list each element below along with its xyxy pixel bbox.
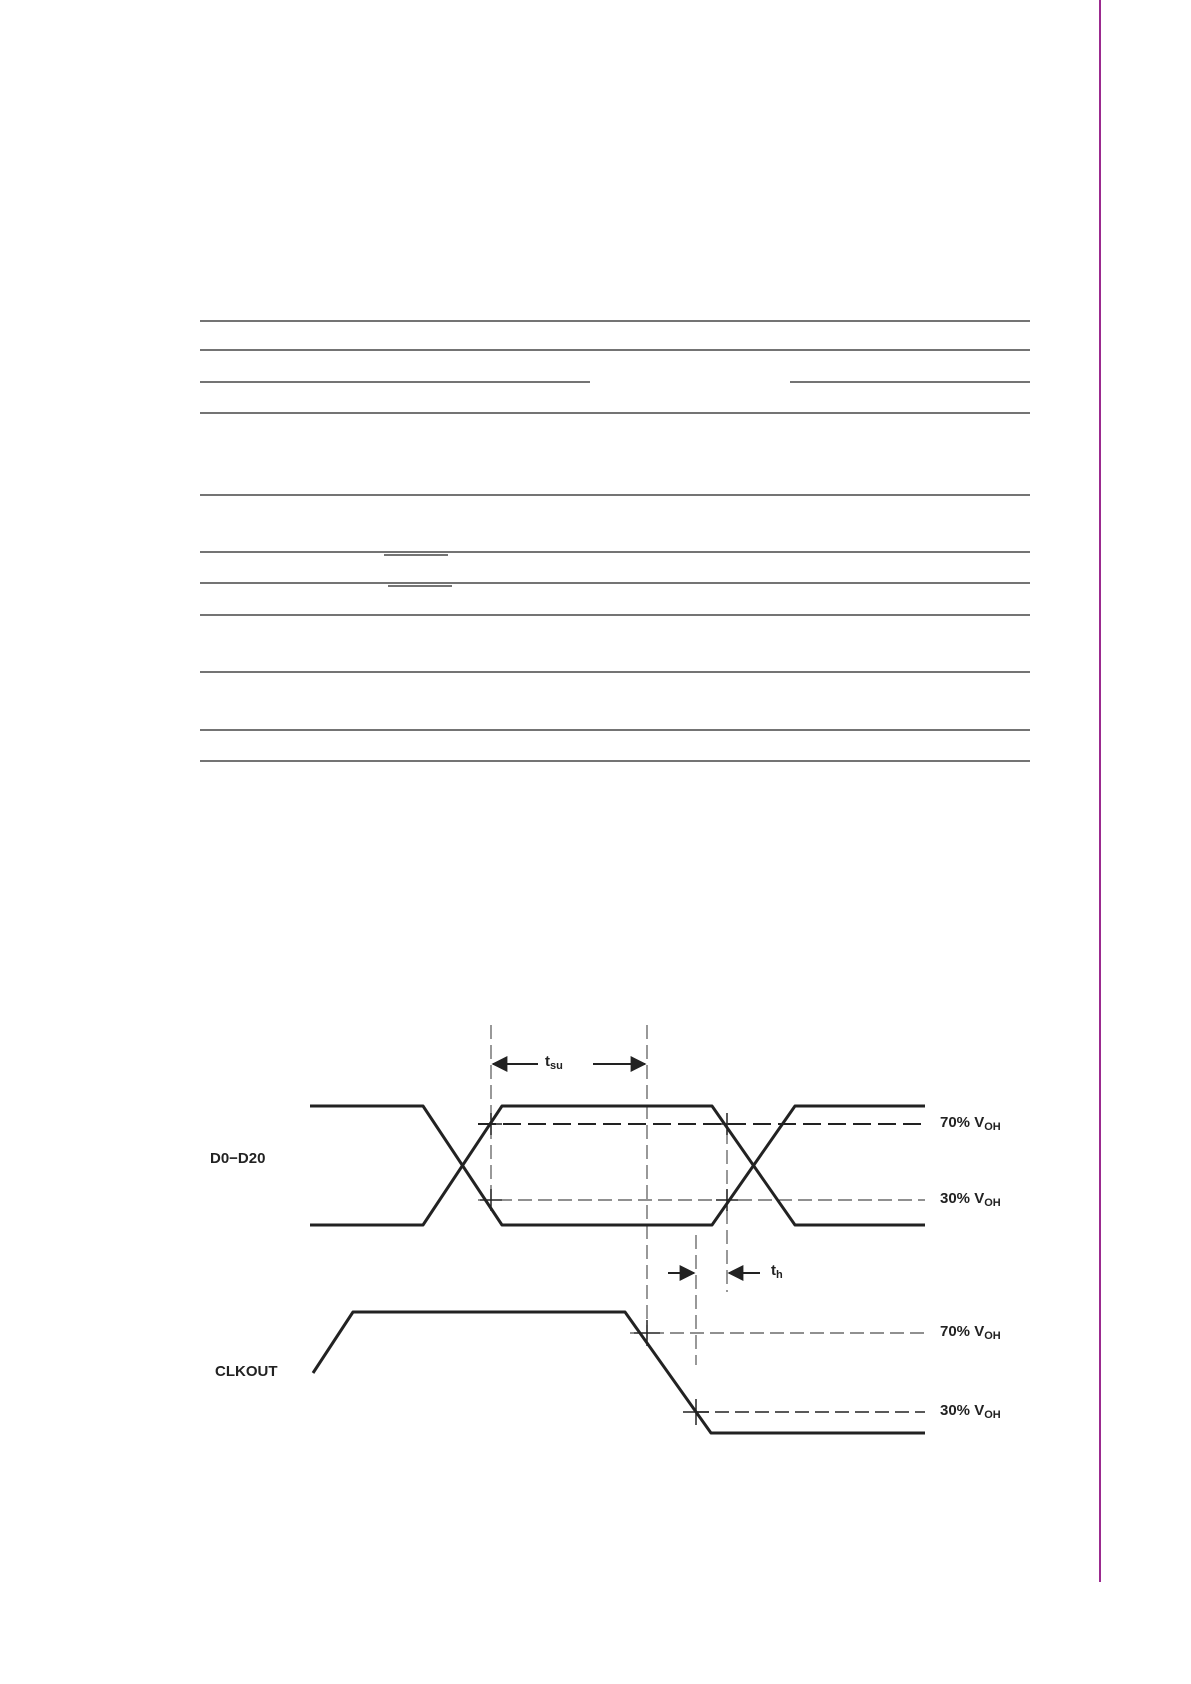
clock-label: CLKOUT bbox=[215, 1363, 278, 1380]
setup-time-label: $t_{su}$ bbox=[545, 1053, 563, 1072]
table-rules bbox=[0, 0, 1191, 780]
hold-time-label: $t_h$ bbox=[771, 1262, 783, 1281]
data-bus-label: D0−D20 bbox=[210, 1150, 266, 1167]
clock-waveform bbox=[313, 1312, 925, 1433]
data-high-level-label: 70% $V_{OH}$ bbox=[940, 1114, 1001, 1133]
timing-diagram-svg bbox=[0, 1000, 1191, 1460]
timing-diagram bbox=[0, 1000, 1191, 1460]
clock-high-level-label: 70% $V_{OH}$ bbox=[940, 1323, 1001, 1342]
data-low-level-label: 30% $V_{OH}$ bbox=[940, 1190, 1001, 1209]
clock-low-level-label: 30% $V_{OH}$ bbox=[940, 1402, 1001, 1421]
